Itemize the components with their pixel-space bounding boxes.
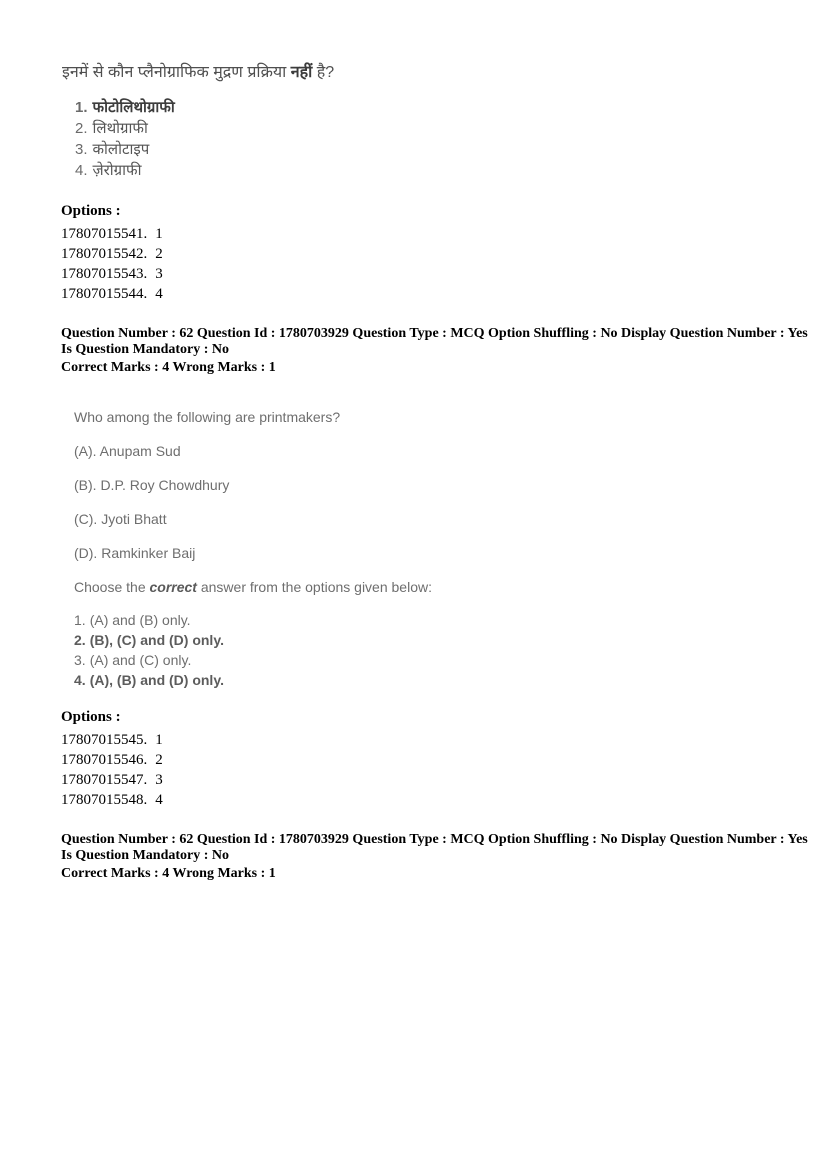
hindi-option-3 xyxy=(75,139,175,160)
english-answer-2 xyxy=(74,630,432,650)
options-heading-1: Options : xyxy=(61,203,121,219)
english-answer-4-text: (A), (B) and (D) only. xyxy=(89,672,224,688)
english-answer-1-text: (A) and (B) only. xyxy=(89,612,191,628)
english-choice-b: (B). D.P. Roy Chowdhury xyxy=(74,477,230,493)
option-id: 17807015546. xyxy=(61,752,148,768)
hindi-question-text xyxy=(62,62,334,84)
option-id-row xyxy=(61,284,163,304)
option-id: 17807015548. xyxy=(61,792,148,808)
option-id: 17807015543. xyxy=(61,266,148,282)
options-id-block-2 xyxy=(61,709,163,810)
english-answer-3-number: 3. xyxy=(74,652,86,668)
option-value: 4 xyxy=(155,286,163,302)
metadata-marks-line: Correct Marks : 4 Wrong Marks : 1 xyxy=(61,360,276,375)
option-value: 3 xyxy=(155,772,163,788)
option-id-row xyxy=(61,770,163,790)
options-id-block-1 xyxy=(61,203,163,304)
english-answer-4 xyxy=(74,670,432,690)
option-id: 17807015545. xyxy=(61,732,148,748)
option-id: 17807015542. xyxy=(61,246,148,262)
hindi-option-1 xyxy=(75,97,175,118)
choose-line-before: Choose the xyxy=(74,579,150,595)
english-answer-2-number: 2. xyxy=(74,632,86,648)
option-id: 17807015544. xyxy=(61,286,148,302)
metadata-line-1: Question Number : 62 Question Id : 1780703929 Question Type : MCQ Option Shuffling : No Display Question Number : Yes xyxy=(61,832,808,847)
hindi-question-bold-word: नहीं xyxy=(290,64,313,81)
english-choice-a: (A). Anupam Sud xyxy=(74,443,181,459)
metadata-line-1: Question Number : 62 Question Id : 1780703929 Question Type : MCQ Option Shuffling : No Display Question Number : Yes xyxy=(61,326,808,341)
english-answer-2-text: (B), (C) and (D) only. xyxy=(89,632,224,648)
metadata-line-2: Is Question Mandatory : No xyxy=(61,341,230,357)
english-answer-3-text: (A) and (C) only. xyxy=(89,652,192,668)
hindi-question-before: इनमें से कौन प्लैनोग्राफिक मुद्रण प्रक्रिया xyxy=(62,64,291,81)
english-choice-d: (D). Ramkinker Baij xyxy=(74,545,196,561)
option-value: 3 xyxy=(155,266,163,282)
option-id-row xyxy=(61,750,163,770)
english-answer-3 xyxy=(74,650,432,670)
hindi-option-1-text: फोटोलिथोग्राफी xyxy=(92,99,175,116)
question-metadata-block-2 xyxy=(61,832,808,882)
hindi-option-3-text: कोलोटाइप xyxy=(92,141,150,158)
hindi-option-1-number: 1. xyxy=(75,99,88,116)
hindi-question-after: है? xyxy=(312,64,335,81)
option-value: 4 xyxy=(155,792,163,808)
hindi-option-2 xyxy=(75,118,175,139)
option-value: 1 xyxy=(155,226,163,242)
hindi-option-2-number: 2. xyxy=(75,120,88,137)
choose-line-bold: correct xyxy=(149,579,197,595)
choose-correct-line xyxy=(74,577,432,597)
english-answer-1-number: 1. xyxy=(74,612,86,628)
option-value: 2 xyxy=(155,246,163,262)
metadata-marks-line: Correct Marks : 4 Wrong Marks : 1 xyxy=(61,866,276,881)
english-choice-c: (C). Jyoti Bhatt xyxy=(74,511,167,527)
options-heading-2: Options : xyxy=(61,709,121,725)
option-id-row xyxy=(61,730,163,750)
hindi-option-4-number: 4. xyxy=(75,162,88,179)
english-answer-4-number: 4. xyxy=(74,672,86,688)
choose-line-after: answer from the options given below: xyxy=(196,579,432,595)
option-id: 17807015541. xyxy=(61,226,148,242)
metadata-line-2: Is Question Mandatory : No xyxy=(61,847,230,863)
option-id-row xyxy=(61,224,163,244)
hindi-options-list xyxy=(75,97,175,181)
english-question-text: Who among the following are printmakers? xyxy=(74,409,341,425)
option-value: 1 xyxy=(155,732,163,748)
option-id-row xyxy=(61,244,163,264)
english-answers-list xyxy=(74,610,432,690)
option-value: 2 xyxy=(155,752,163,768)
question-metadata-block-1 xyxy=(61,326,808,376)
hindi-option-4-text: ज़ेरोग्राफी xyxy=(92,162,142,179)
english-answer-1 xyxy=(74,610,432,630)
option-id-row xyxy=(61,264,163,284)
hindi-option-3-number: 3. xyxy=(75,141,88,158)
hindi-option-2-text: लिथोग्राफी xyxy=(92,120,148,137)
option-id-row xyxy=(61,790,163,810)
option-id: 17807015547. xyxy=(61,772,148,788)
hindi-option-4 xyxy=(75,160,175,181)
english-question-block xyxy=(74,407,432,690)
